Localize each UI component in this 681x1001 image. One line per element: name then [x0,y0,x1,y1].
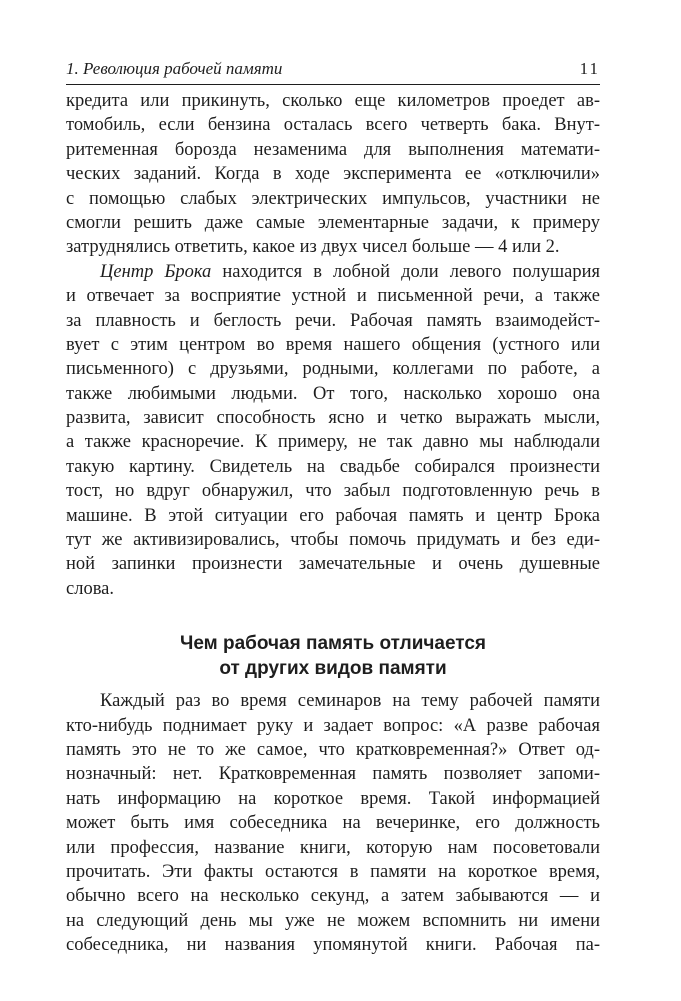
section-heading [66,631,600,681]
text-line: ной запинки произнести замечательные и очень душевные [66,554,600,575]
running-header [66,56,600,82]
text-line: тост, но вдруг обнаружил, что забыл подготовленную речь в [66,481,600,502]
text-line: память это не то же самое, что кратковременная?» Ответ од- [66,739,600,760]
paragraph-3 [66,689,600,957]
header-rule [66,84,600,85]
italic-term: Центр Брока [100,261,212,282]
text-line: тут же активизировались, чтобы помочь придумать и без еди- [66,530,600,551]
text-line: собеседника, ни названия упомянутой книги. Рабочая па- [66,935,600,956]
text-line: слова. [66,578,115,599]
text-line: затруднялись ответить, какое из двух чисел больше — 4 или 2. [66,237,560,258]
text-line: развита, зависит способность ясно и четко выражать мысли, [66,408,600,429]
text-fragment: находится в лобной доли левого полушария [211,261,600,282]
text-line: письменного) с друзьями, родными, коллегами по работе, а [66,359,600,380]
page-number: 11 [579,59,600,78]
text-line: нозначный: нет. Кратковременная память позволяет запоми- [66,764,600,785]
text-line: прочитать. Эти факты остаются в памяти на короткое время, [66,861,600,882]
section-heading-line: Чем рабочая память отличается [179,633,486,655]
text-line: ческих заданий. Когда в ходе эксперимента ее «отключили» [66,164,600,185]
text-line: с помощью слабых электрических импульсов, участники не [66,188,600,209]
spacer [66,681,600,689]
paragraph-1 [66,89,600,260]
text-line: такую картину. Свидетель на свадьбе собирался произнести [66,456,600,477]
text-line: за плавность и беглость речи. Рабочая память взаимодейст- [66,310,600,331]
text-line: а также красноречие. К примеру, не так давно мы наблюдали [66,432,600,453]
text-line: или профессия, название книги, которую нам посоветовали [66,837,600,858]
text-line: и отвечает за восприятие устной и письменной речи, а также [66,286,600,307]
text-line: Каждый раз во время семинаров на тему рабочей памяти [100,691,600,712]
text-line: на следующий день мы уже не можем вспомнить ни имени [66,910,600,931]
text-line: ритеменная борозда незаменима для выполнения математи- [66,139,600,160]
running-title: 1. Революция рабочей памяти [66,59,283,78]
text-line: нать информацию на короткое время. Такой информацией [66,788,600,809]
text-line: кто-нибудь поднимает руку и задает вопрос: «А разве рабочая [66,715,600,736]
paragraph-2 [66,260,600,601]
text-line: может быть имя собеседника на вечеринке, его должность [66,813,600,834]
section-heading-line: от других видов памяти [219,658,447,680]
spacer [66,601,600,631]
text-line: машине. В этой ситуации его рабочая память и центр Брока [66,505,600,526]
text-line: кредита или прикинуть, сколько еще километров проедет ав- [66,91,600,111]
text-line: томобиль, если бензина осталась всего четверть бака. Внут- [66,115,600,136]
text-line: также любимыми людьми. От того, насколько хорошо она [66,383,600,404]
text-line: обычно всего на несколько секунд, а затем забываются — и [66,886,600,907]
text-line: смогли решить даже самые элементарные задачи, к примеру [66,212,600,233]
text-column [66,89,600,958]
text-line: вует с этим центром во время нашего общения (устного или [66,334,600,355]
text-line [66,260,600,284]
